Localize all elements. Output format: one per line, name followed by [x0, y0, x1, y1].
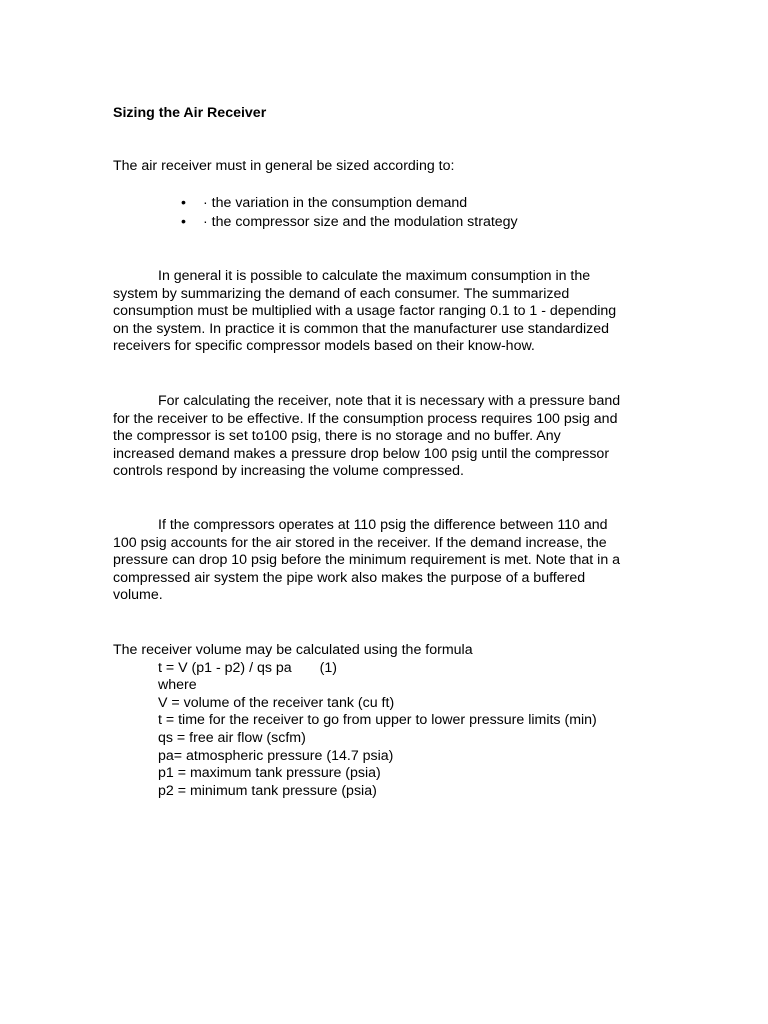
bullet-list	[113, 195, 518, 233]
formula-section	[113, 642, 597, 800]
definition-line: qs = free air flow (scfm)	[158, 729, 306, 746]
paragraph-line: increased demand makes a pressure drop below 100 psig until the compressor	[113, 445, 610, 462]
paragraph-line: In general it is possible to calculate the maximum consumption in the	[158, 268, 591, 284]
paragraph-line: For calculating the receiver, note that it is necessary with a pressure band	[158, 393, 621, 409]
document-title: Sizing the Air Receiver	[113, 105, 267, 121]
definition-line: p1 = maximum tank pressure (psia)	[158, 765, 381, 782]
formula-line	[113, 660, 597, 678]
paragraph-line: 100 psig accounts for the air stored in the receiver. If the demand increase, the	[113, 534, 607, 551]
intro-text: The air receiver must in general be sized according to:	[113, 158, 455, 174]
paragraph-compressor-operation	[113, 517, 658, 605]
paragraph-line: volume.	[113, 587, 163, 604]
bullet-text: · the variation in the consumption demand	[203, 195, 468, 211]
definition-line: V = volume of the receiver tank (cu ft)	[158, 694, 395, 711]
paragraph-line: pressure can drop 10 psig before the minimum requirement is met. Note that in a	[113, 552, 621, 569]
definition-line: p2 = minimum tank pressure (psia)	[158, 782, 377, 799]
paragraph-pressure-band	[113, 393, 658, 481]
paragraph-line: on the system. In practice it is common that the manufacturer use standardized	[113, 320, 610, 337]
paragraph-line: receivers for specific compressor models based on their know-how.	[113, 338, 535, 355]
paragraph-consumption	[113, 268, 658, 356]
formula-intro: The receiver volume may be calculated using the formula	[113, 642, 473, 658]
definition-line: pa= atmospheric pressure (14.7 psia)	[158, 747, 394, 764]
paragraph-line: for the receiver to be effective. If the consumption process requires 100 psig and	[113, 410, 618, 427]
definition-line: t = time for the receiver to go from upper to lower pressure limits (min)	[158, 712, 597, 729]
formula: t = V (p1 - p2) / qs pa	[158, 659, 292, 676]
list-item	[113, 195, 518, 214]
bullet-text: · the compressor size and the modulation strategy	[203, 214, 518, 230]
paragraph-line: If the compressors operates at 110 psig the difference between 110 and	[158, 517, 608, 533]
paragraph-line: system by summarizing the demand of each consumer. The summarized	[113, 285, 570, 302]
paragraph-line: the compressor is set to100 psig, there is no storage and no buffer. Any	[113, 428, 561, 445]
paragraph-line: consumption must be multiplied with a usage factor ranging 0.1 to 1 - depending	[113, 303, 617, 320]
bullet-icon: •	[181, 195, 186, 211]
paragraph-line: compressed air system the pipe work also makes the purpose of a buffered	[113, 569, 586, 586]
where-label: where	[158, 677, 197, 694]
list-item	[113, 214, 518, 233]
equation-number: (1)	[319, 659, 338, 676]
paragraph-line: controls respond by increasing the volume compressed.	[113, 463, 464, 480]
bullet-icon: •	[181, 214, 186, 230]
